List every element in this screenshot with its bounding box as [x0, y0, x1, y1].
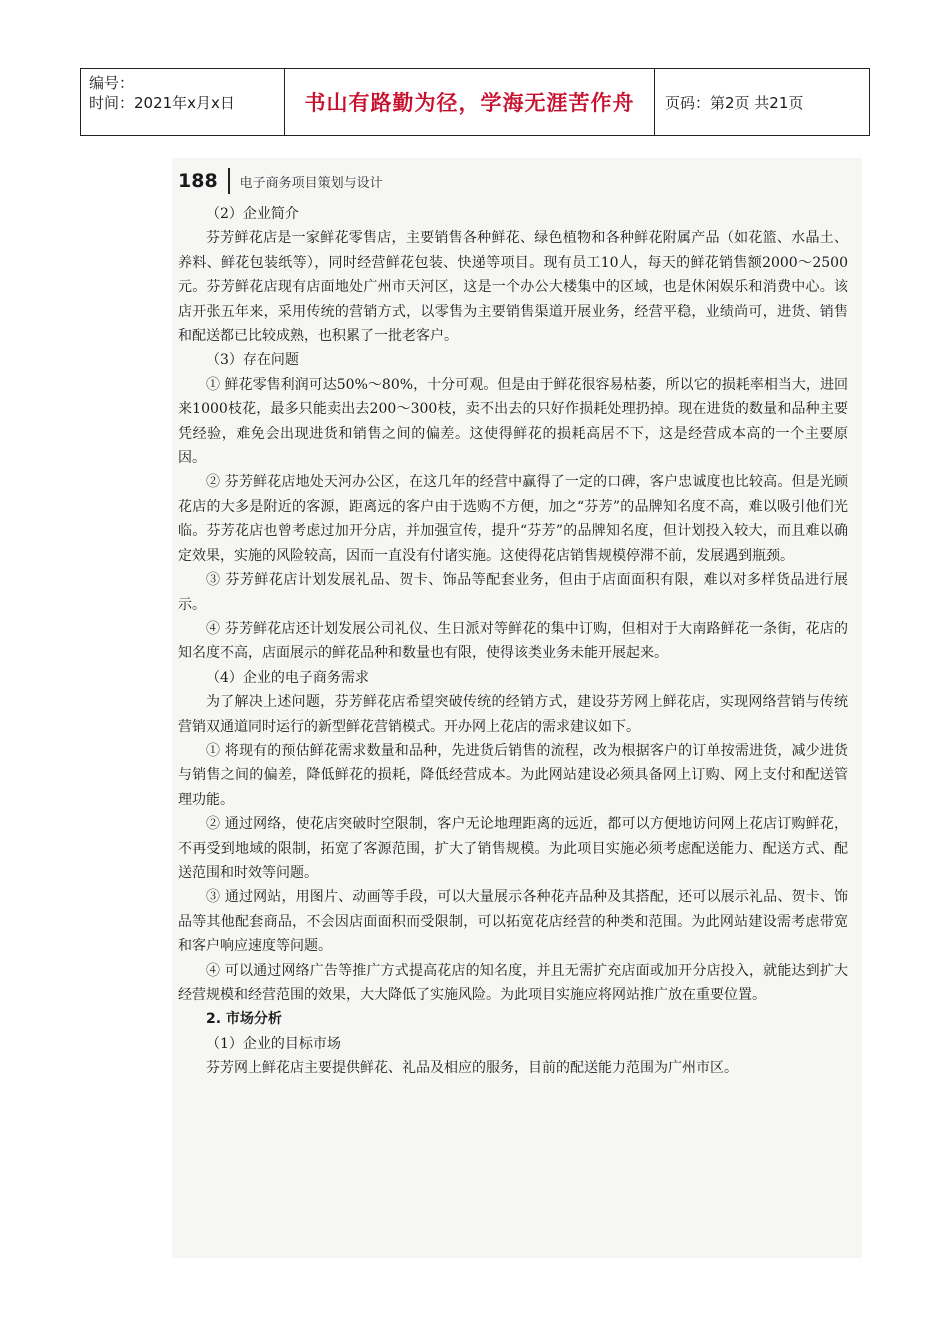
book-title: 电子商务项目策划与设计: [239, 175, 383, 191]
page-number: 188: [178, 170, 218, 192]
time-label: 时间：2021年x月x日: [89, 94, 235, 112]
page-info: 页码：第2页 共21页: [665, 93, 804, 112]
subsection-heading: （2）企业简介: [206, 206, 299, 222]
paragraph: ④ 可以通过网络广告等推广方式提高花店的知名度，并且无需扩充店面或加开分店投入，就能达到扩大经营规模和经营范围的效果，大大降低了实施风险。为此项目实施应将网站推广放在重要位置。: [178, 962, 848, 1003]
header-meta: [81, 69, 285, 135]
paragraph: ② 芬芳鲜花店地处天河办公区，在这几年的经营中赢得了一定的口碑，客户忠诚度也比较高。但是光顾花店的大多是附近的客源，距离远的客户由于选购不方便，加之“芬芳”的品牌知名度不高，难以吸引他们光临。芬芳花店也曾考虑过加开分店，并加强宣传，提升“芬芳”的品牌知名度，但计划投入较大，而且难以确定效果，实施的风险较高，因而一直没有付诸实施。这使得花店销售规模停滞不前，发展遇到瓶颈。: [178, 474, 848, 564]
motto: 书山有路勤为径，学海无涯苦作舟: [285, 69, 655, 135]
number-label: 编号：: [89, 74, 135, 92]
paragraph: 芬芳网上鲜花店主要提供鲜花、礼品及相应的服务，目前的配送能力范围为广州市区。: [206, 1060, 738, 1077]
paragraph: ④ 芬芳鲜花店还计划发展公司礼仪、生日派对等鲜花的集中订购，但相对于大南路鲜花一条街，花店的知名度不高，店面展示的鲜花品种和数量也有限，使得该类业务未能开展起来。: [178, 620, 848, 662]
subsection-heading: （1）企业的目标市场: [206, 1035, 341, 1052]
paragraph: ③ 芬芳鲜花店计划发展礼品、贺卡、饰品等配套业务，但由于店面面积有限，难以对多样货品进行展示。: [178, 572, 848, 613]
paragraph: ② 通过网络，使花店突破时空限制，客户无论地理距离的远近，都可以方便地访问网上花店订购鲜花，不再受到地域的限制，拓宽了客源范围，扩大了销售规模。为此项目实施必须考虑配送能力、配送方式、配送范围和时效等问题。: [178, 816, 848, 881]
paragraph: ① 将现有的预估鲜花需求数量和品种，先进货后销售的流程，改为根据客户的订单按需进货，减少进货与销售之间的偏差，降低鲜花的损耗，降低经营成本。为此网站建设必须具备网上订购、网上支付和配送管理功能。: [178, 742, 848, 808]
paragraph: ① 鲜花零售利润可达50%～80%，十分可观。但是由于鲜花很容易枯萎，所以它的损耗率相当大，进回来1000枝花，最多只能卖出去200～300枝，卖不出去的只好作损耗处理扔掉。现在进货的数量和品种主要凭经验，难免会出现进货和销售之间的偏差。这使得鲜花的损耗高居不下，这是经营成本高的一个主要原因。: [178, 376, 848, 467]
section-heading: 2. 市场分析: [206, 1011, 282, 1028]
paragraph: 为了解决上述问题，芬芳鲜花店希望突破传统的经销方式，建设芬芳网上鲜花店，实现网络营销与传统营销双通道同时运行的新型鲜花营销模式。开办网上花店的需求建议如下。: [178, 694, 848, 735]
running-head: [178, 168, 383, 194]
paragraph: 芬芳鲜花店是一家鲜花零售店，主要销售各种鲜花、绿色植物和各种鲜花附属产品（如花篮、水晶土、养料、鲜花包装纸等），同时经营鲜花包装、快递等项目。现有员工10人，每天的鲜花销售额2000～2500元。芬芳鲜花店现有店面地处广州市天河区，这是一个办公大楼集中的区域，也是休闲娱乐和消费中心。该店开张五年来，采用传统的营销方式，以零售为主要销售渠道开展业务，经营平稳，业绩尚可，进货、销售和配送都已比较成熟，也积累了一批老客户。: [178, 230, 848, 345]
head-divider: [228, 168, 230, 194]
paragraph: ③ 通过网站，用图片、动画等手段，可以大量展示各种花卉品种及其搭配，还可以展示礼品、贺卡、饰品等其他配套商品，不会因店面面积而受限制，可以拓宽花店经营的种类和范围。为此网站建设需考虑带宽和客户响应速度等问题。: [178, 889, 848, 955]
body-text: [178, 202, 848, 1081]
subsection-heading: （4）企业的电子商务需求: [206, 669, 369, 686]
subsection-heading: （3）存在问题: [206, 352, 299, 369]
header-table: [80, 68, 870, 136]
